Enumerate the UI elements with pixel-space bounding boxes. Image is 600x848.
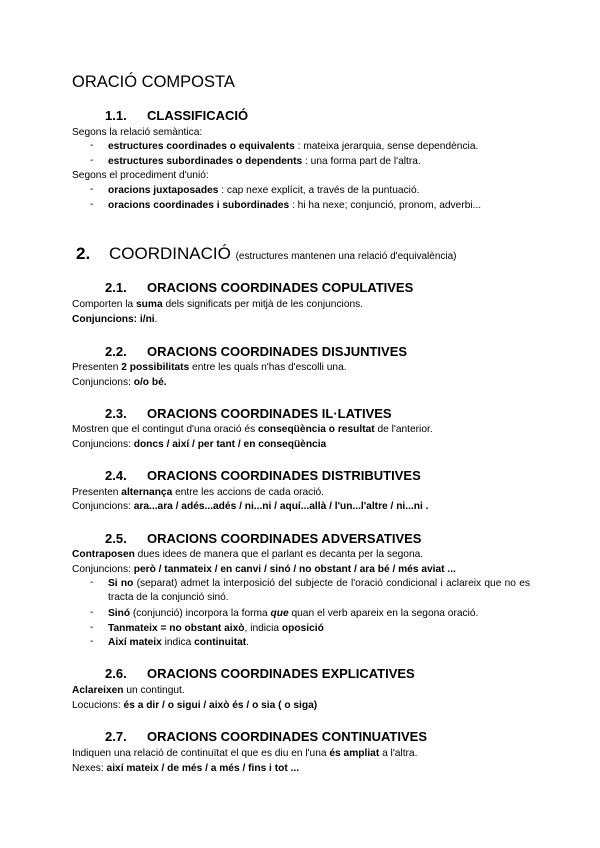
conjunctions-line: Conjuncions: però / tanmateix / en canvi / sinó / no obstant / ara bé / més aviat ... xyxy=(72,564,456,575)
list-item: oracions coordinades i subordinades : hi ha nexe; conjunció, pronom, adverbi... xyxy=(108,200,482,211)
nexes-line: Nexes: així mateix / de més / a més / fins i tot ... xyxy=(72,763,300,774)
section-title: COORDINACIÓ xyxy=(109,244,231,263)
section-note: (estructures mantenen una relació d'equivalència) xyxy=(235,251,457,262)
paragraph: Aclareixen un contingut. xyxy=(72,685,185,696)
section-number: 2. xyxy=(76,244,91,263)
section-heading-2-3: 2.3. ORACIONS COORDINADES IL·LATIVES xyxy=(105,406,392,421)
section-heading-2-7: 2.7. ORACIONS COORDINADES CONTINUATIVES xyxy=(105,729,427,744)
conjunctions-line: Conjuncions: i/ni. xyxy=(72,314,158,325)
section-heading-2-4: 2.4. ORACIONS COORDINADES DISTRIBUTIVES xyxy=(105,468,421,483)
section-number: 1.1. xyxy=(105,108,127,123)
list-dash: - xyxy=(90,199,94,210)
section-heading-2-6: 2.6. ORACIONS COORDINADES EXPLICATIVES xyxy=(105,666,415,681)
section-heading-2-5: 2.5. ORACIONS COORDINADES ADVERSATIVES xyxy=(105,531,422,546)
list-item: Així mateix indica continuitat. xyxy=(108,637,249,648)
section-heading-1-1 xyxy=(105,108,248,123)
section-heading-2-1: 2.1. ORACIONS COORDINADES COPULATIVES xyxy=(105,280,414,295)
list-dash: - xyxy=(90,184,94,195)
section-heading-2 xyxy=(76,244,457,264)
paragraph: Comporten la suma dels significats per mitjà de les conjuncions. xyxy=(72,299,364,310)
list-dash: - xyxy=(90,636,94,647)
conjunctions-line: Conjuncions: o/o bé. xyxy=(72,377,167,388)
document-title: ORACIÓ COMPOSTA xyxy=(72,73,235,91)
list-dash: - xyxy=(90,622,94,633)
paragraph: Presenten 2 possibilitats entre les quals n'has d'escolli una. xyxy=(72,362,347,373)
list-item: Si no (separat) admet la interposició del subjecte de l'oració condicional i aclareix que no es tracta de la conjunció sinó. xyxy=(108,578,531,603)
list-item: estructures subordinades o dependents : una forma part de l'altra. xyxy=(108,156,421,167)
list-dash: - xyxy=(90,155,94,166)
list-item: oracions juxtaposades : cap nexe explícit, a través de la puntuació. xyxy=(108,185,420,196)
list-dash: - xyxy=(90,140,94,151)
paragraph: Mostren que el contingut d'una oració és conseqüència o resultat de l'anterior. xyxy=(72,424,433,435)
paragraph: Indiquen una relació de continuïtat el que es diu en l'una és ampliat a l'altra. xyxy=(72,748,418,759)
list-dash: - xyxy=(90,607,94,618)
paragraph: Segons la relació semàntica: xyxy=(72,127,203,138)
paragraph: Presenten alternança entre les accions de cada oració. xyxy=(72,487,325,498)
locutions-line: Locucions: és a dir / o sigui / això és / o sia ( o siga) xyxy=(72,700,318,711)
conjunctions-line: Conjuncions: ara...ara / adés...adés / ni...ni / aquí...allà / l'un...l'altre / ni...ni . xyxy=(72,501,429,512)
list-item: Tanmateix = no obstant això, indicia oposició xyxy=(108,623,324,634)
section-title: CLASSIFICACIÓ xyxy=(147,108,249,123)
section-heading-2-2: 2.2. ORACIONS COORDINADES DISJUNTIVES xyxy=(105,344,408,359)
list-item: estructures coordinades o equivalents : mateixa jerarquia, sense dependència. xyxy=(108,141,479,152)
paragraph: Contraposen dues idees de manera que el parlant es decanta per la segona. xyxy=(72,549,424,560)
list-dash: - xyxy=(90,577,94,588)
conjunctions-line: Conjuncions: doncs / així / per tant / en conseqüència xyxy=(72,439,327,450)
list-item: Sinó (conjunció) incorpora la forma que quan el verb apareix en la segona oració. xyxy=(108,608,479,619)
paragraph: Segons el procediment d'unió: xyxy=(72,170,209,181)
